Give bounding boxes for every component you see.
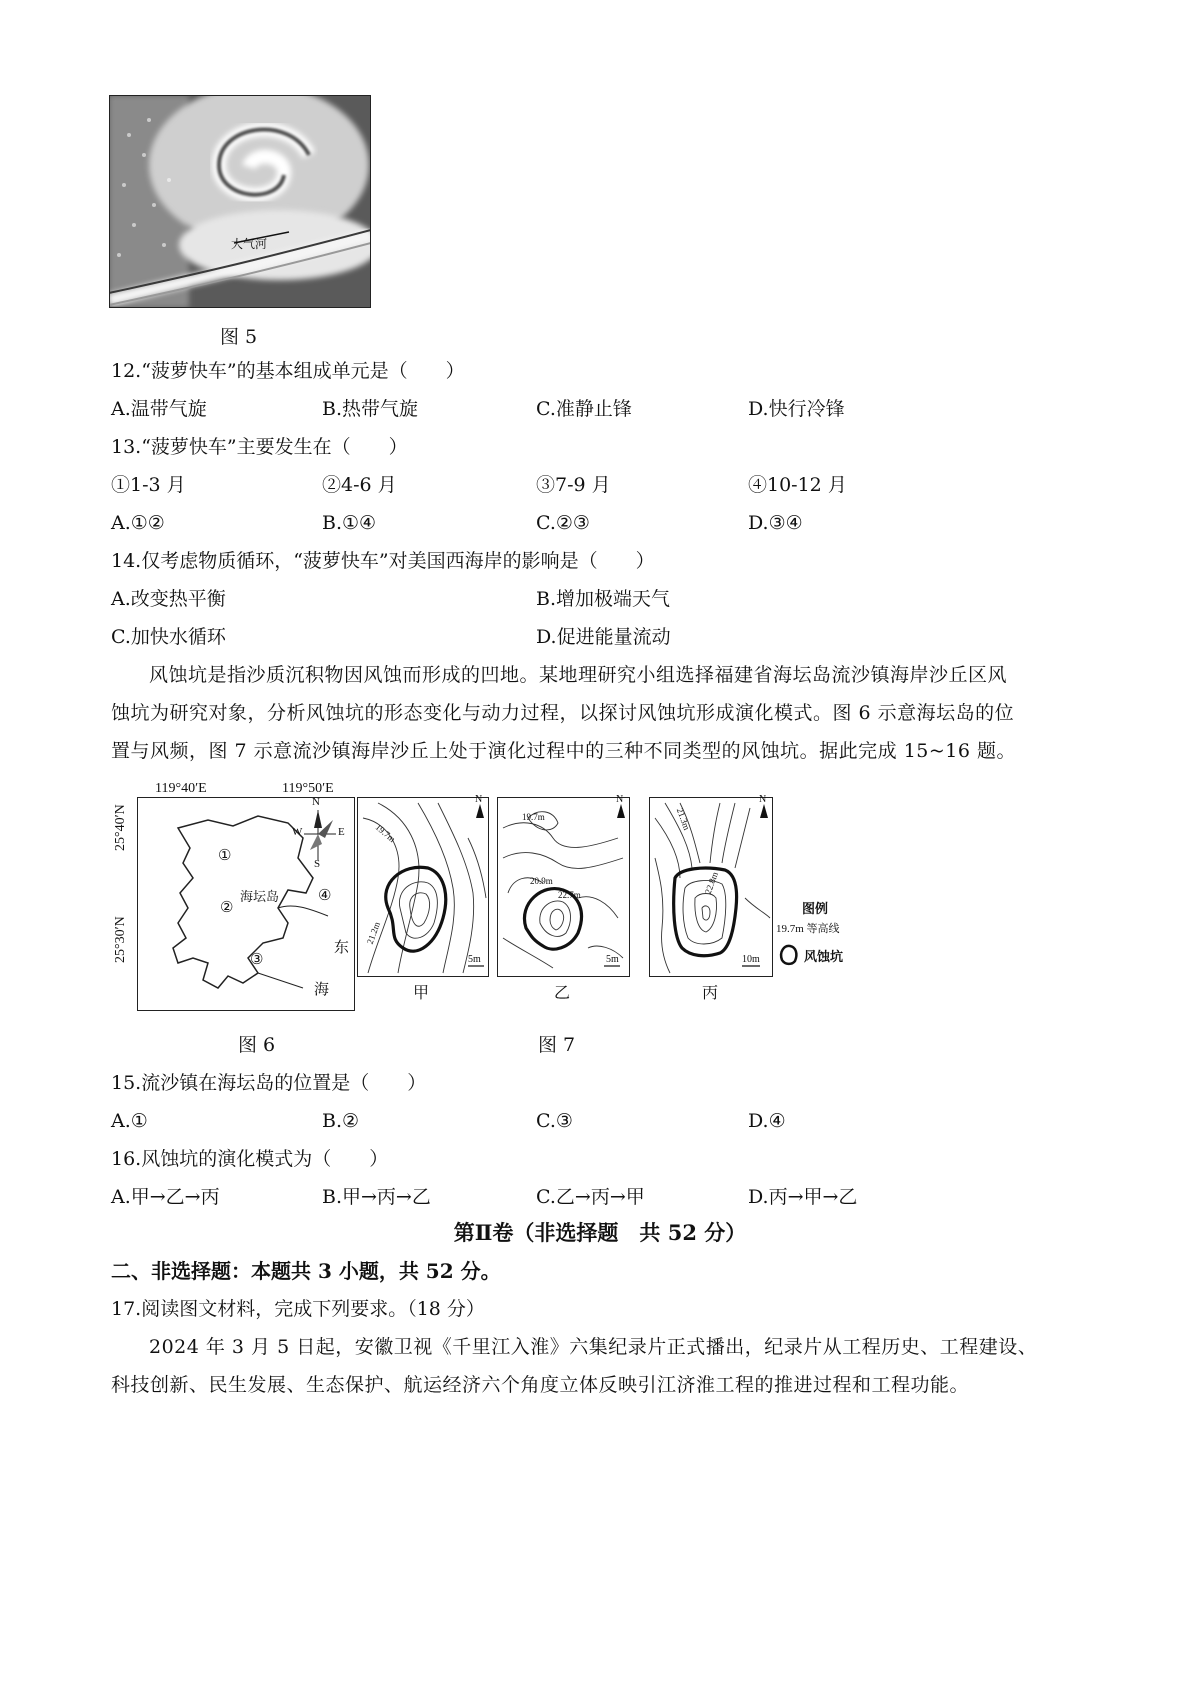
question-14-stem: 14.仅考虑物质循环，“菠萝快车”对美国西海岸的影响是（ ） (111, 550, 655, 572)
figure-6-caption: 图 6 (238, 1034, 276, 1056)
q13-option-b: B.①④ (322, 512, 377, 534)
figure-7-panel-yi (497, 794, 630, 977)
yi-scale-label: 5m (606, 954, 619, 965)
q13-sub-option-2: ②4-6 月 (322, 474, 397, 496)
figure-7-panel-jia (357, 794, 489, 977)
question-17-material (111, 1328, 1101, 1404)
question-12-stem: 12.“菠萝快车”的基本组成单元是（ ） (111, 360, 465, 382)
east-sea-label-2: 海 (314, 982, 330, 998)
jia-panel-label: 甲 (413, 983, 430, 1002)
passage-wind-erosion (111, 656, 1101, 770)
q12-option-b: B.热带气旋 (322, 398, 419, 420)
q15-option-d: D.④ (748, 1110, 786, 1132)
figure-7-legend (776, 898, 866, 978)
q14-option-a: A.改变热平衡 (111, 588, 226, 610)
q17-line-1: 2024 年 3 月 5 日起，安徽卫视《千里江入淮》六集纪录片正式播出，纪录片从工程历史、工程建设、 (149, 1336, 1038, 1358)
q13-sub-option-3: ③7-9 月 (536, 474, 611, 496)
east-sea-label-1: 东 (334, 940, 350, 956)
island-name: 海坛岛 (240, 889, 280, 904)
section-2-heading: 二、非选择题：本题共 3 小题，共 52 分。 (111, 1259, 501, 1283)
jia-scale-label: 5m (468, 954, 481, 965)
question-17-stem: 17.阅读图文材料，完成下列要求。（18 分） (111, 1298, 485, 1320)
passage-line-2: 蚀坑为研究对象，分析风蚀坑的形态变化与动力过程，以探讨风蚀坑形成演化模式。图 6 示意海坛岛的位 (111, 702, 1015, 724)
legend-title: 图例 (802, 901, 829, 916)
marker-2: ② (220, 900, 234, 916)
q16-option-b: B.甲→丙→乙 (322, 1186, 431, 1208)
bing-contour-label-1: 21.3m (674, 806, 692, 832)
q16-option-c: C.乙→丙→甲 (536, 1186, 645, 1208)
longitude-label-1: 119°40′E (155, 781, 207, 796)
compass-east: E (338, 826, 345, 838)
yi-panel-label: 乙 (554, 983, 571, 1002)
latitude-label-2: 25°30′N (113, 916, 128, 963)
cloud-swirl-graphic (109, 95, 371, 308)
q15-option-c: C.③ (536, 1110, 573, 1132)
q15-option-b: B.② (322, 1110, 360, 1132)
compass-south: S (314, 858, 321, 870)
legend-pit-symbol (778, 942, 800, 966)
q13-option-a: A.①② (111, 512, 165, 534)
passage-line-3: 置与风频，图 7 示意流沙镇海岸沙丘上处于演化过程中的三种不同类型的风蚀坑。据此完成 15~16 题。 (111, 740, 1017, 762)
jia-north-label: N (475, 794, 483, 805)
compass-north: N (312, 796, 320, 808)
compass-west: W (292, 826, 303, 838)
q13-option-d: D.③④ (748, 512, 803, 534)
q12-option-a: A.温带气旋 (111, 398, 207, 420)
figure-6-island-map (137, 797, 355, 1011)
bing-panel-label: 丙 (702, 983, 719, 1002)
jia-contour-label-1: 19.7m (373, 821, 398, 845)
legend-pit: 风蚀坑 (804, 949, 844, 964)
q16-option-a: A.甲→乙→丙 (111, 1186, 220, 1208)
q14-option-b: B.增加极端天气 (536, 588, 671, 610)
bing-contour-label-2: 22.8m (702, 870, 720, 896)
question-16-stem: 16.风蚀坑的演化模式为（ ） (111, 1148, 389, 1170)
latitude-label-1: 25°40′N (113, 804, 128, 851)
q15-option-a: A.① (111, 1110, 148, 1132)
marker-3: ③ (250, 952, 264, 968)
section-2-title: 第Ⅱ卷（非选择题 共 52 分） (453, 1220, 747, 1245)
figure-5-satellite-image (109, 95, 371, 308)
panel-yi-contours (498, 798, 629, 976)
q16-option-d: D.丙→甲→乙 (748, 1186, 858, 1208)
bing-scale-label: 10m (742, 954, 760, 965)
q14-option-c: C.加快水循环 (111, 626, 226, 648)
yi-contour-label-3: 22.7m (558, 890, 581, 900)
atmospheric-river-label: 大气河 (231, 237, 268, 251)
passage-line-1: 风蚀坑是指沙质沉积物因风蚀而形成的凹地。某地理研究小组选择福建省海坛岛流沙镇海岸沙丘区风 (149, 664, 1008, 686)
figure-5-caption: 图 5 (220, 326, 258, 348)
q17-line-2: 科技创新、民生发展、生态保护、航运经济六个角度立体反映引江济淮工程的推进过程和工程功能。 (111, 1374, 970, 1396)
q14-option-d: D.促进能量流动 (536, 626, 671, 648)
q12-option-c: C.准静止锋 (536, 398, 632, 420)
q12-option-d: D.快行冷锋 (748, 398, 845, 420)
figure-7-caption: 图 7 (538, 1034, 576, 1056)
yi-contour-label-2: 20.9m (530, 876, 553, 886)
jia-contour-label-2: 21.2m (364, 920, 382, 946)
longitude-label-2: 119°50′E (282, 781, 334, 796)
marker-1: ① (218, 848, 232, 864)
figure-7-panel-bing (649, 794, 773, 977)
legend-contour: 19.7m 等高线 (776, 923, 840, 935)
q13-sub-option-1: ①1-3 月 (111, 474, 186, 496)
q13-sub-option-4: ④10-12 月 (748, 474, 847, 496)
marker-4: ④ (318, 888, 332, 904)
question-15-stem: 15.流沙镇在海坛岛的位置是（ ） (111, 1072, 427, 1094)
question-13-stem: 13.“菠萝快车”主要发生在（ ） (111, 436, 408, 458)
yi-north-label: N (616, 794, 624, 805)
yi-contour-label-1: 19.7m (522, 812, 545, 822)
bing-north-label: N (759, 794, 767, 805)
q13-option-c: C.②③ (536, 512, 590, 534)
